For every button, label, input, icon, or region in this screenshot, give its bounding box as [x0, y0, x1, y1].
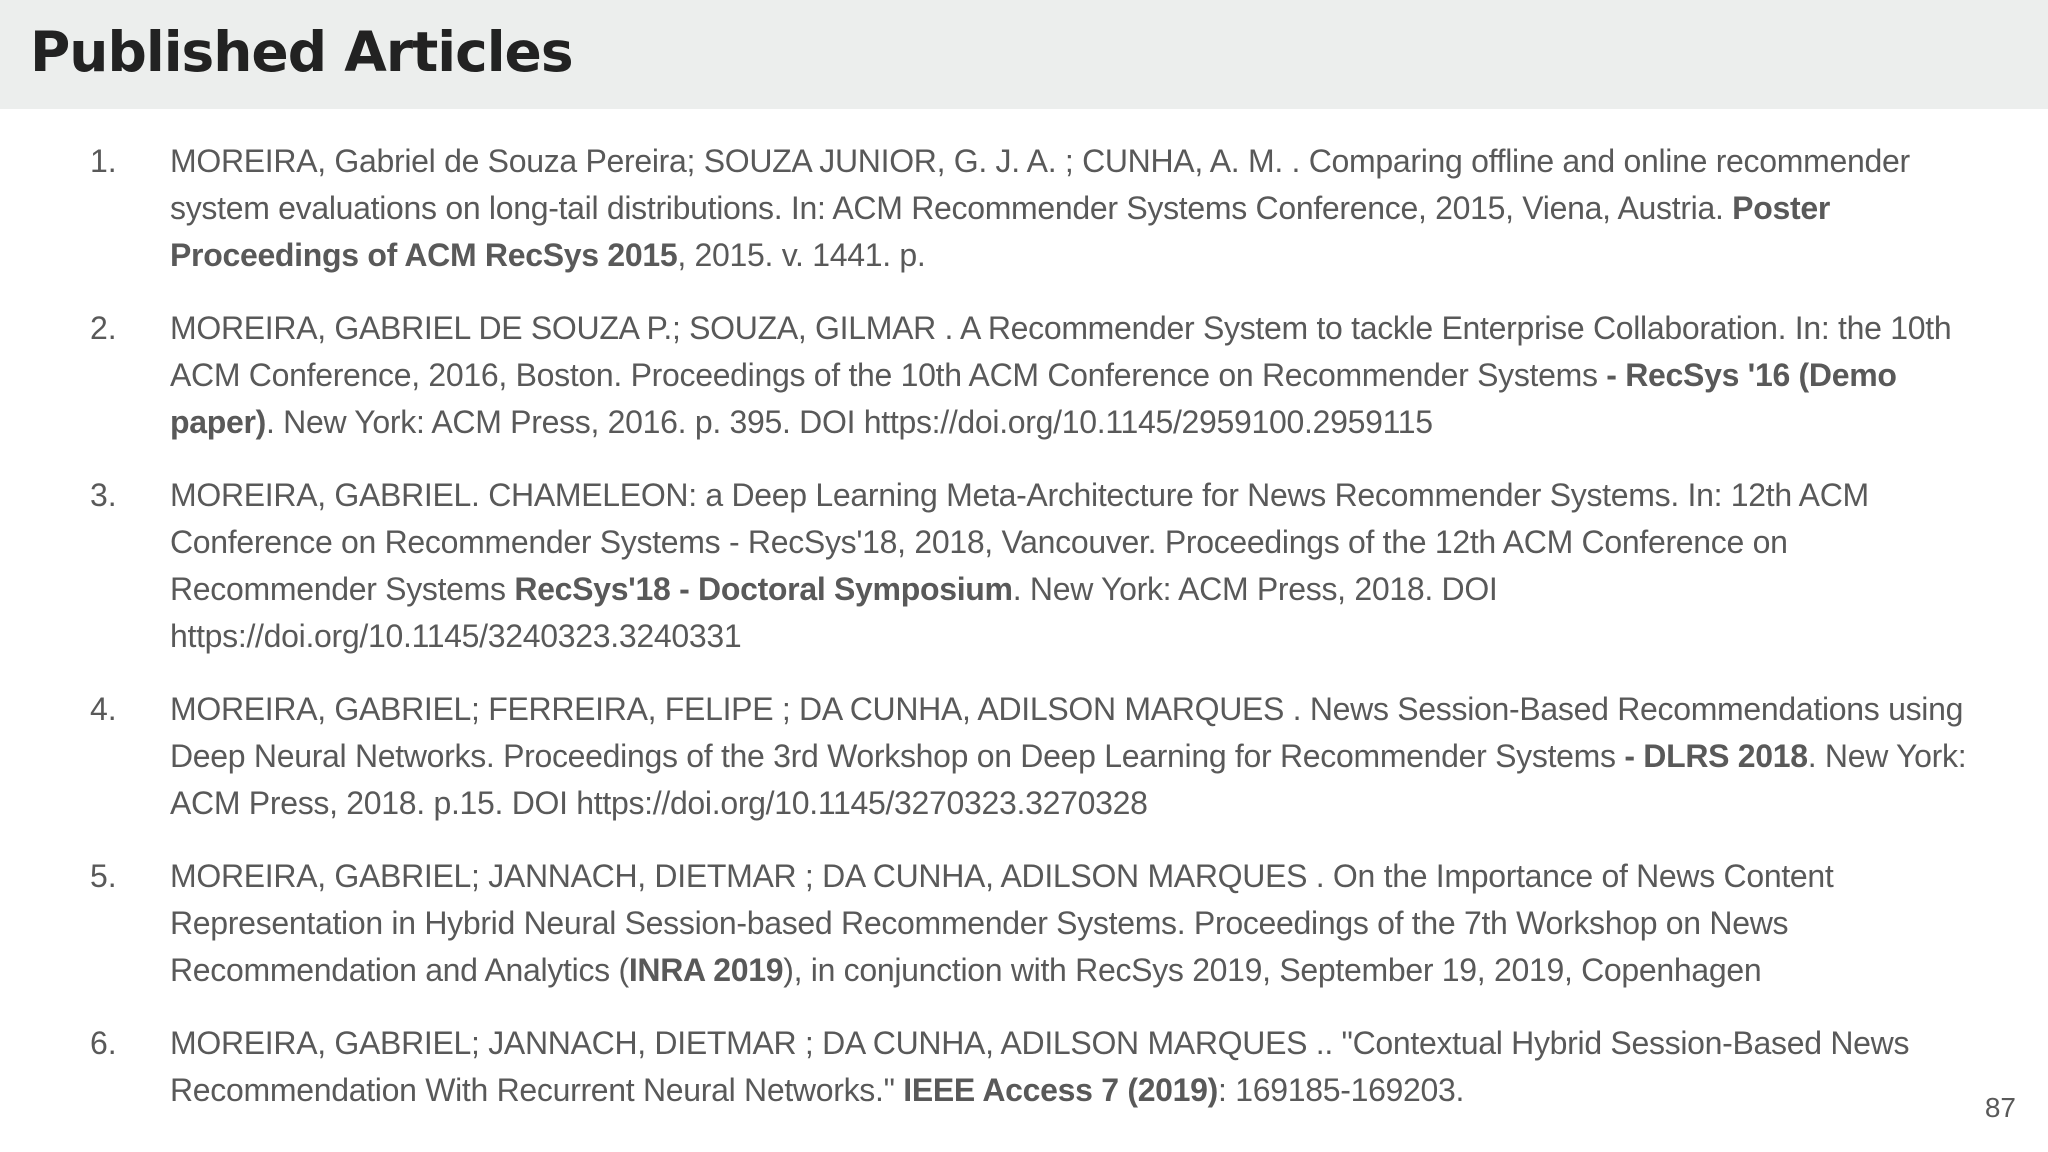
articles-list: [0, 138, 2048, 1140]
item-number: 2.: [90, 310, 117, 346]
page-number: 87: [1984, 1092, 2016, 1123]
citation-text[interactable]: MOREIRA, Gabriel de Souza Pereira; SOUZA JUNIOR, G. J. A. ; CUNHA, A. M. . Comparing offline and online recommender system evaluations on long-tail distributions. In: ACM Recommender Systems Conference, 2015, Viena, Austria. Poster Proceedings of ACM RecSys 2015, 2015. v. 1441. p.: [170, 143, 1910, 273]
citation-text[interactable]: MOREIRA, GABRIEL DE SOUZA P.; SOUZA, GILMAR . A Recommender System to tackle Enterprise Collaboration. In: the 10th ACM Conference, 2016, Boston. Proceedings of the 10th ACM Conference on Recommender Systems - RecSys '16 (Demo paper). New York: ACM Press, 2016. p. 395. DOI https://doi.org/10.1145/2959100.2959115: [170, 310, 1952, 440]
citation-text[interactable]: MOREIRA, GABRIEL. CHAMELEON: a Deep Learning Meta-Architecture for News Recommender Systems. In: 12th ACM Conference on Recommender Systems - RecSys'18, 2018, Vancouver. Proceedings of the 12th ACM Conference on Recommender Systems RecSys'18 - Doctoral Symposium. New York: ACM Press, 2018. DOI https://doi.org/10.1145/3240323.3240331: [170, 477, 1869, 654]
item-number: 3.: [90, 477, 117, 513]
citation-text[interactable]: MOREIRA, GABRIEL; JANNACH, DIETMAR ; DA CUNHA, ADILSON MARQUES . On the Importance of News Content Representation in Hybrid Neural Session-based Recommender Systems. Proceedings of the 7th Workshop on News Recommendation and Analytics (INRA 2019), in conjunction with RecSys 2019, September 19, 2019, Copenhagen: [170, 858, 1834, 988]
citation-text[interactable]: MOREIRA, GABRIEL; FERREIRA, FELIPE ; DA CUNHA, ADILSON MARQUES . News Session-Based Recommendations using Deep Neural Networks. Proceedings of the 3rd Workshop on Deep Learning for Recommender Systems - DLRS 2018. New York: ACM Press, 2018. p.15. DOI https://doi.org/10.1145/3270323.3270328: [170, 691, 1967, 821]
item-number: 6.: [90, 1025, 117, 1061]
title-bar: [0, 0, 2048, 109]
item-number: 4.: [90, 691, 117, 727]
list-item: [0, 686, 1992, 827]
list-item: [0, 853, 1992, 994]
citation-text[interactable]: MOREIRA, GABRIEL; JANNACH, DIETMAR ; DA CUNHA, ADILSON MARQUES .. "Contextual Hybrid Session-Based News Recommendation With Recurrent Neural Networks." IEEE Access 7 (2019): 169185-169203.: [170, 1025, 1910, 1108]
page-title: Published Articles: [30, 20, 573, 84]
list-item: [0, 305, 1992, 446]
list-item: [0, 138, 1992, 279]
list-item: [0, 1020, 1992, 1114]
list-item: [0, 472, 1992, 660]
item-number: 1.: [90, 143, 117, 179]
item-number: 5.: [90, 858, 117, 894]
